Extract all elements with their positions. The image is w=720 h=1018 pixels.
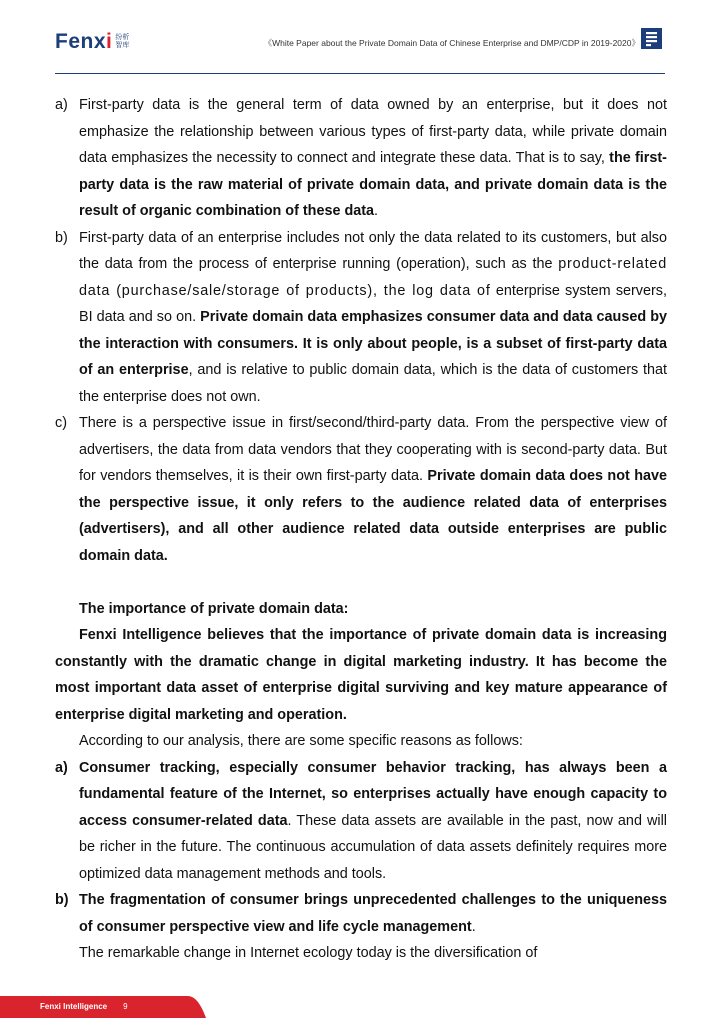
list-item: a) Consumer tracking, especially consumer behavior tracking, has always been a fundamental feature of the Internet, so enterprises actually have enough capacity to access consumer-related data. These data assets are available in the past, now and will be richer in the future. The continuous accumulation of data assets definitely requires more optimized data management methods and tools. (55, 759, 667, 882)
footer-label: Fenxi Intelligence 9 (40, 1002, 128, 1011)
paragraph: The remarkable change in Internet ecology today is the diversification of (79, 945, 538, 961)
section-heading: The importance of private domain data: (79, 600, 349, 617)
fenxi-logo (55, 30, 137, 54)
logo-subtitle: 纷析 智库 (115, 34, 130, 49)
page-number: 9 (123, 1002, 128, 1011)
list-item: c) There is a perspective issue in first/second/third-party data. From the perspective view of advertisers, the data from data vendors that they cooperating with is second-party data. But for vendors themselves, it is their own first-party data. Private domain data does not have the perspective issue, it only refers to the audience related data of enterprises (advertisers), and all other audience related data outside enterprises are public domain data. (55, 415, 667, 564)
page-footer (0, 996, 210, 1018)
logo-wordmark: Fenxi (55, 30, 113, 53)
list-item: a) First-party data is the general term of data owned by an enterprise, but it does not emphasize the relationship between various types of first-party data, while private domain data emphasizes the necessity to connect and integrate these data. That is to say, the first-party data is the raw material of private domain data, and private domain data is the result of organic combination of these data. (55, 97, 667, 219)
paragraph: According to our analysis, there are some specific reasons as follows: (79, 733, 523, 749)
list-item: b) The fragmentation of consumer brings unprecedented challenges to the uniqueness of consumer perspective view and life cycle management. (55, 892, 667, 935)
paragraph: Fenxi Intelligence believes that the importance of private domain data is increasing constantly with the dramatic change in digital marketing industry. It has become the most important data asset of enterprise digital surviving and key mature appearance of enterprise digital marketing and operation. (55, 627, 667, 723)
list-item: b) First-party data of an enterprise includes not only the data related to its customers, but also the data from the process of enterprise running (operation), such as the product-related data (purchase/sale/storage of products), the log data of enterprise system servers, BI data and so on. Private domain data emphasizes consumer data and data caused by the interaction with consumers. It is only about people, is a subset of first-party data of an enterprise, and is relative to public domain data, which is the data of customers that the enterprise does not own. (55, 229, 667, 405)
document-icon (641, 28, 662, 49)
page-body (55, 92, 667, 967)
document-title: 《White Paper about the Private Domain Data of Chinese Enterprise and DMP/CDP in 2019-2020》 (263, 38, 640, 48)
page-header (0, 0, 720, 75)
header-divider (55, 73, 665, 74)
